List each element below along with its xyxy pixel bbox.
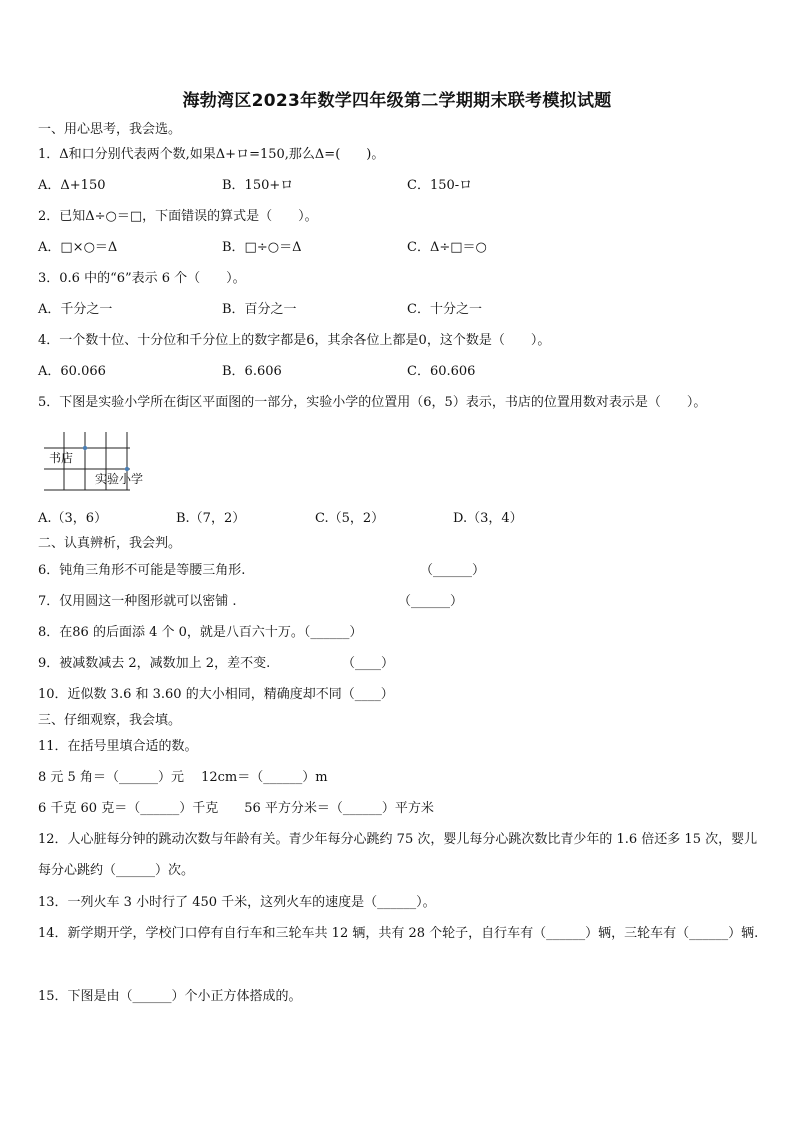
question-9: 9．被减数减去 2，减数加上 2，差不变. <box>38 656 271 671</box>
q4-option-a: A．60.066 <box>38 364 106 379</box>
question-2: 2．已知Δ÷○＝□，下面错误的算式是（ ）。 <box>38 209 318 224</box>
question-12: 12．人心脏每分钟的跳动次数与年龄有关。青少年每分心跳约 75 次，婴儿每分心跳次数比青少年的 1.6 倍还多 15 次，婴儿每分心跳约（______）次。 <box>38 832 758 878</box>
q5-option-d: D.（3，4） <box>453 511 523 526</box>
question-3: 3．0.6 中的“6”表示 6 个（ ）。 <box>38 271 246 286</box>
q4-option-b: B．6.606 <box>222 364 282 379</box>
section-heading-3: 三、仔细观察，我会填。 <box>38 713 182 728</box>
q11-line-1: 8 元 5 角＝（______）元 12cm＝（______）m <box>38 770 328 785</box>
q7-answer-blank: （______） <box>398 594 464 609</box>
question-10: 10．近似数 3.6 和 3.60 的大小相同，精确度却不同（____） <box>38 687 394 702</box>
street-map-figure <box>40 432 170 494</box>
q2-option-a: A．□×○＝Δ <box>38 240 118 255</box>
q3-option-a: A．千分之一 <box>38 302 113 317</box>
q5-option-b: B.（7，2） <box>176 511 246 526</box>
q9-answer-blank: （____） <box>342 656 395 671</box>
question-5: 5．下图是实验小学所在街区平面图的一部分，实验小学的位置用（6，5）表示，书店的位置用数对表示是（ ）。 <box>38 395 707 410</box>
question-4: 4．一个数十位、十分位和千分位上的数字都是6，其余各位上都是0，这个数是（ ）。 <box>38 333 551 348</box>
question-15: 15．下图是由（______）个小正方体搭成的。 <box>38 989 302 1004</box>
q2-option-c: C．Δ÷□＝○ <box>407 240 487 255</box>
section-heading-2: 二、认真辨析，我会判。 <box>38 536 182 551</box>
q3-option-c: C．十分之一 <box>407 302 482 317</box>
q5-option-c: C.（5，2） <box>315 511 385 526</box>
question-1: 1．Δ和口分别代表两个数,如果Δ+ロ=150,那么Δ=( )。 <box>38 147 385 162</box>
q1-option-b: B．150+ロ <box>222 178 294 193</box>
q6-answer-blank: （______） <box>420 563 486 578</box>
question-8: 8．在86 的后面添 4 个 0，就是八百六十万。（______） <box>38 625 363 640</box>
map-label-shop: 书店 <box>49 451 74 465</box>
section-heading-1: 一、用心思考，我会选。 <box>38 122 182 137</box>
school-point <box>125 467 129 471</box>
question-7: 7．仅用圆这一种图形就可以密铺 . <box>38 594 237 609</box>
q2-option-b: B．□÷○＝Δ <box>222 240 302 255</box>
map-label-school: 实验小学 <box>95 472 144 486</box>
q3-option-b: B．百分之一 <box>222 302 297 317</box>
q11-line-2: 6 千克 60 克＝（______）千克 56 平方分米＝（______）平方米 <box>38 801 434 816</box>
shop-point <box>83 446 87 450</box>
page-title: 海勃湾区2023年数学四年级第二学期期末联考模拟试题 <box>182 91 612 111</box>
question-11: 11．在括号里填合适的数。 <box>38 739 198 754</box>
question-14: 14．新学期开学，学校门口停有自行车和三轮车共 12 辆，共有 28 个轮子，自行车有（______）辆，三轮车有（______）辆. <box>38 926 759 941</box>
question-6: 6．钝角三角形不可能是等腰三角形. <box>38 563 246 578</box>
question-13: 13．一列火车 3 小时行了 450 千米，这列火车的速度是（______）。 <box>38 895 436 910</box>
q5-option-a: A.（3，6） <box>38 511 108 526</box>
q1-option-a: A．Δ+150 <box>38 178 106 193</box>
q4-option-c: C．60.606 <box>407 364 476 379</box>
q1-option-c: C．150-ロ <box>407 178 473 193</box>
